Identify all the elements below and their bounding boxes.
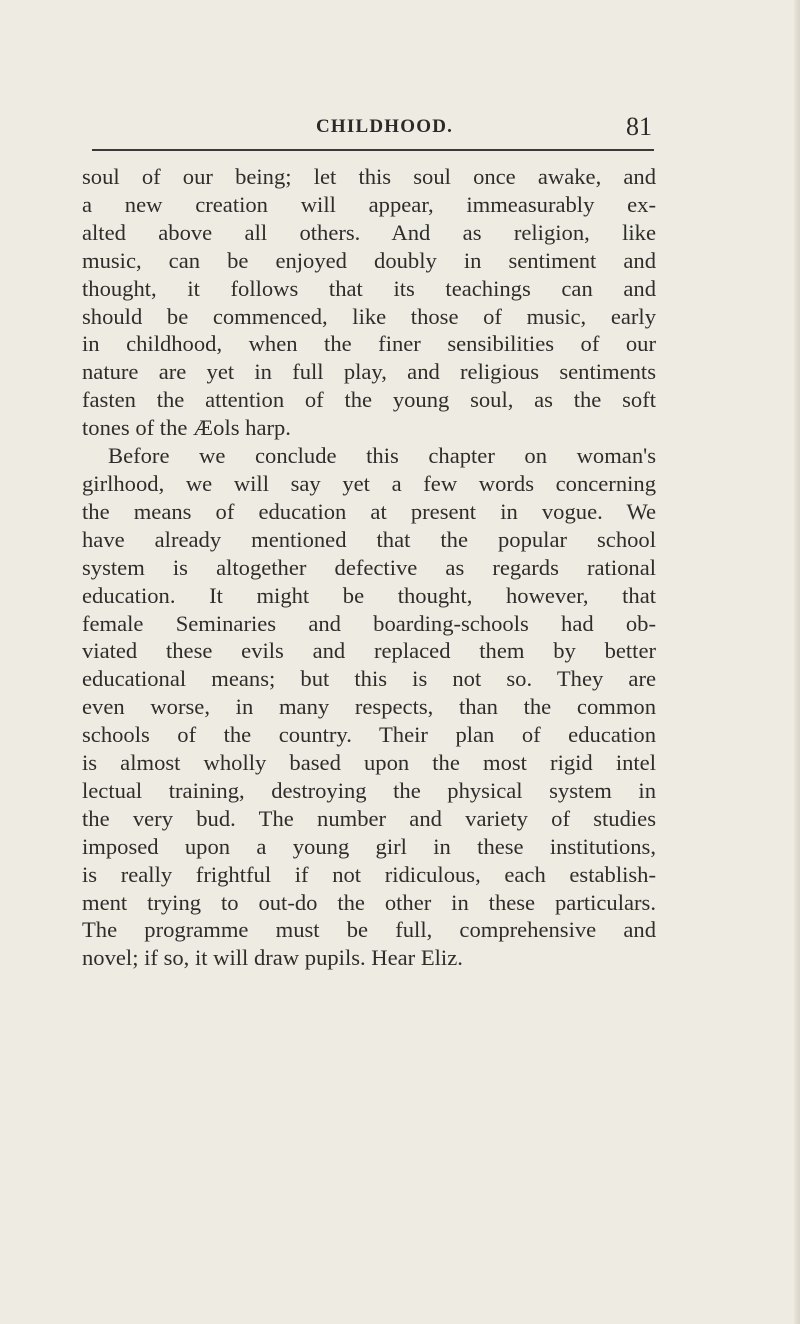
text-line: nature are yet in full play, and religious sentiments — [82, 359, 656, 385]
text-line: lectual training, destroying the physical system in — [82, 777, 656, 803]
text-line: the means of education at present in vogue. We — [82, 498, 656, 524]
text-line: education. It might be thought, however, that — [82, 582, 656, 608]
text-line: schools of the country. Their plan of education — [82, 722, 656, 748]
text-line: soul of our being; let this soul once awake, and — [82, 164, 656, 189]
running-head: CHILDHOOD. — [316, 116, 454, 137]
text-line: the very bud. The number and variety of studies — [82, 805, 656, 831]
text-line: girlhood, we will say yet a few words concerning — [82, 470, 656, 496]
header-rule — [92, 149, 654, 151]
text-line: even worse, in many respects, than the common — [82, 694, 656, 720]
text-line: have already mentioned that the popular school — [82, 526, 656, 552]
text-line: imposed upon a young girl in these institutions, — [82, 833, 656, 859]
text-line: should be commenced, like those of music, early — [82, 303, 656, 329]
page-header — [94, 112, 656, 148]
page-number: 81 — [626, 112, 652, 141]
text-line: in childhood, when the finer sensibilities of our — [82, 331, 656, 357]
text-line: female Seminaries and boarding-schools had ob- — [82, 610, 656, 636]
text-line: Before we conclude this chapter on woman's — [108, 443, 656, 469]
text-line: is almost wholly based upon the most rigid intel — [82, 750, 656, 776]
text-line: system is altogether defective as regards rational — [82, 554, 656, 580]
text-line: tones of the Æols harp. — [82, 415, 291, 441]
text-line: thought, it follows that its teachings can and — [82, 275, 656, 301]
text-line: alted above all others. And as religion, like — [82, 219, 656, 245]
text-line: educational means; but this is not so. They are — [82, 666, 656, 692]
text-line: a new creation will appear, immeasurably ex- — [82, 191, 656, 217]
body-text — [82, 163, 656, 972]
text-line: fasten the attention of the young soul, as the soft — [82, 387, 656, 413]
text-line: viated these evils and replaced them by better — [82, 638, 656, 664]
text-line: music, can be enjoyed doubly in sentiment and — [82, 247, 656, 273]
text-line: The programme must be full, comprehensive and — [82, 917, 656, 943]
text-line: ment trying to out-do the other in these particulars. — [82, 889, 656, 915]
text-line: is really frightful if not ridiculous, each establish- — [82, 861, 656, 887]
text-line: novel; if so, it will draw pupils. Hear Eliz. — [82, 945, 463, 971]
page-edge-shadow — [794, 0, 800, 1324]
